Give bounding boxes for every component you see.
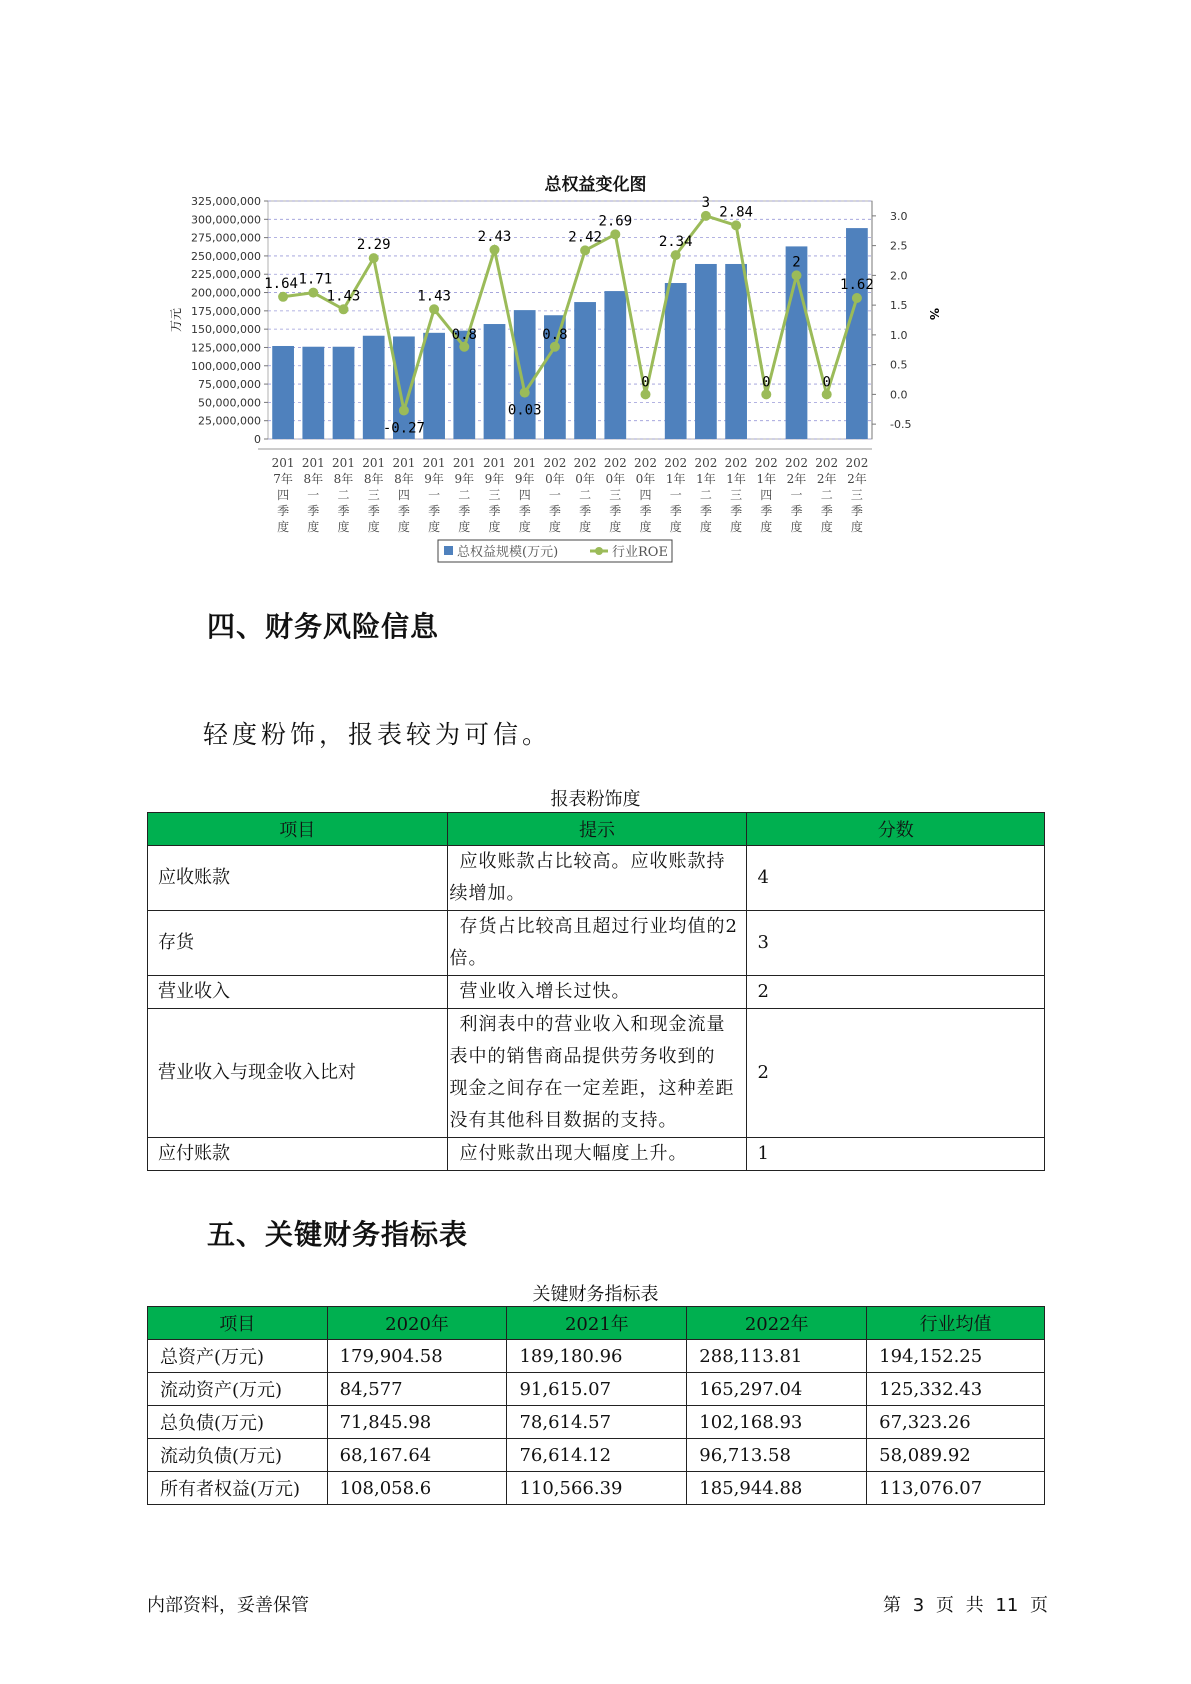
- table2-header-1: 2020年: [327, 1307, 507, 1340]
- key-indicators-table: [147, 1306, 1045, 1505]
- table2-header-4: 行业均值: [867, 1307, 1045, 1340]
- x-tick-label: 202 0年三季度: [603, 456, 627, 534]
- roe-point: [852, 293, 862, 303]
- legend-line-label: 行业ROE: [612, 545, 668, 560]
- roe-point: [761, 389, 771, 399]
- bar: [333, 347, 355, 439]
- value-cell: 165,297.04: [687, 1373, 867, 1406]
- x-tick-label: 202 0年四季度: [634, 456, 657, 534]
- item-cell: 存货: [148, 911, 448, 976]
- roe-data-label: 0: [641, 374, 650, 391]
- value-cell: 185,944.88: [687, 1472, 867, 1505]
- roe-point: [580, 245, 590, 255]
- bar: [484, 324, 506, 439]
- section-4-title: 四、财务风险信息: [207, 610, 440, 643]
- x-tick-label: 202 2年二季度: [815, 456, 839, 534]
- score-cell: 2: [747, 976, 1045, 1009]
- roe-point: [308, 288, 318, 298]
- score-cell: 3: [747, 911, 1045, 976]
- indicator-name-cell: 流动负债(万元): [148, 1439, 328, 1472]
- table2-header-2: 2021年: [507, 1307, 687, 1340]
- y-tick-label: 25,000,000: [198, 414, 261, 428]
- roe-data-label: 0.8: [542, 326, 568, 343]
- x-tick-label: 202 1年一季度: [664, 456, 688, 534]
- table-row: [148, 976, 1045, 1009]
- x-tick-label: 202 2年三季度: [845, 456, 869, 534]
- hint-line: 利润表中的营业收入和现金流量: [459, 1014, 726, 1035]
- roe-data-label: 2: [792, 254, 801, 271]
- value-cell: 194,152.25: [867, 1340, 1045, 1373]
- roe-point: [641, 389, 651, 399]
- hint-line: 应付账款出现大幅度上升。: [459, 1143, 688, 1164]
- table-row: [148, 911, 1045, 976]
- hint-line: 倍。: [449, 948, 488, 969]
- roe-point: [731, 220, 741, 230]
- x-tick-label: 202 0年二季度: [573, 456, 597, 534]
- roe-point: [399, 405, 409, 415]
- value-cell: 71,845.98: [327, 1406, 507, 1439]
- value-cell: 113,076.07: [867, 1472, 1045, 1505]
- table2-header-0: 项目: [148, 1307, 328, 1340]
- bar: [363, 336, 385, 439]
- x-tick-label: 201 9年二季度: [452, 456, 476, 534]
- hint-cell: [447, 911, 747, 976]
- bar: [423, 333, 445, 439]
- bar: [846, 228, 868, 439]
- table-row: [148, 1340, 1045, 1373]
- whitewash-table: [147, 812, 1045, 1171]
- roe-data-label: 2.69: [598, 213, 633, 230]
- y2-tick-label: -0.5: [890, 418, 912, 432]
- table-row: [148, 846, 1045, 911]
- y2-tick-label: 2.0: [890, 269, 908, 283]
- roe-data-label: 0: [762, 374, 771, 391]
- value-cell: 91,615.07: [507, 1373, 687, 1406]
- hint-line: 存货占比较高且超过行业均值的2: [459, 916, 738, 937]
- value-cell: 125,332.43: [867, 1373, 1045, 1406]
- table2-caption: 关键财务指标表: [532, 1284, 659, 1305]
- y2-tick-label: 3.0: [890, 209, 908, 223]
- legend-bar-swatch: [444, 546, 453, 555]
- value-cell: 108,058.6: [327, 1472, 507, 1505]
- roe-data-label: -0.27: [382, 420, 425, 437]
- roe-point: [792, 270, 802, 280]
- roe-point: [610, 229, 620, 239]
- bar: [604, 291, 626, 439]
- footer-page-number: 第 3 页 共 11 页: [883, 1595, 1048, 1616]
- item-cell: 营业收入: [148, 976, 448, 1009]
- roe-data-label: 2.29: [356, 237, 391, 254]
- value-cell: 189,180.96: [507, 1340, 687, 1373]
- section-5-title: 五、关键财务指标表: [207, 1218, 469, 1251]
- table-row: [148, 1472, 1045, 1505]
- hint-cell: [447, 1138, 747, 1171]
- table-row: [148, 1373, 1045, 1406]
- roe-point: [459, 342, 469, 352]
- x-tick-label: 201 9年三季度: [483, 456, 506, 534]
- table1-header-2: 分数: [747, 813, 1045, 846]
- item-cell: 营业收入与现金收入比对: [148, 1009, 448, 1138]
- table-row: [148, 1138, 1045, 1171]
- y-tick-label: 100,000,000: [191, 359, 261, 373]
- roe-point: [429, 304, 439, 314]
- roe-data-label: 1.64: [264, 275, 298, 292]
- legend-bar-label: 总权益规模(万元): [457, 545, 559, 560]
- equity-chart: [160, 195, 1040, 625]
- table1-header-1: 提示: [447, 813, 747, 846]
- roe-data-label: 3: [701, 195, 711, 211]
- x-tick-label: 201 8年三季度: [362, 456, 386, 534]
- roe-data-label: 0.03: [507, 402, 542, 419]
- x-tick-label: 201 7年四季度: [271, 456, 295, 534]
- y-tick-label: 150,000,000: [191, 323, 261, 337]
- score-cell: 2: [747, 1009, 1045, 1138]
- roe-data-label: 1.71: [298, 271, 333, 288]
- hint-line: 应收账款占比较高。应收账款持: [459, 851, 726, 872]
- y-tick-label: 50,000,000: [198, 396, 261, 410]
- roe-data-label: 2.34: [658, 234, 693, 251]
- roe-point: [369, 253, 379, 263]
- y2-tick-label: 1.5: [890, 299, 908, 313]
- hint-line: 现金之间存在一定差距，这种差距: [449, 1078, 735, 1099]
- roe-point: [339, 304, 349, 314]
- y2-axis-label: %: [927, 307, 941, 321]
- section-4-text: 轻度粉饰，报表较为可信。: [203, 720, 552, 749]
- y2-tick-label: 2.5: [890, 239, 908, 253]
- hint-cell: [447, 976, 747, 1009]
- roe-point: [550, 342, 560, 352]
- y2-tick-label: 0.5: [890, 358, 908, 372]
- value-cell: 179,904.58: [327, 1340, 507, 1373]
- table-row: [148, 1439, 1045, 1472]
- y-tick-label: 175,000,000: [191, 304, 261, 318]
- bar: [514, 310, 536, 439]
- roe-point: [701, 211, 711, 221]
- x-tick-label: 201 9年一季度: [422, 456, 446, 534]
- table1-header-0: 项目: [148, 813, 448, 846]
- table2-header-3: 2022年: [687, 1307, 867, 1340]
- roe-data-label: 2.84: [719, 204, 753, 221]
- value-cell: 58,089.92: [867, 1439, 1045, 1472]
- roe-data-label: 2.42: [568, 229, 602, 246]
- hint-line: 营业收入增长过快。: [459, 981, 631, 1002]
- footer-confidential: 内部资料，妥善保管: [147, 1595, 309, 1616]
- y2-tick-label: 1.0: [890, 328, 908, 342]
- roe-point: [671, 250, 681, 260]
- table-row: [148, 1406, 1045, 1439]
- y-tick-label: 0: [254, 433, 261, 446]
- y-tick-label: 250,000,000: [191, 249, 261, 263]
- score-cell: 1: [747, 1138, 1045, 1171]
- roe-point: [278, 292, 288, 302]
- value-cell: 84,577: [327, 1373, 507, 1406]
- x-tick-label: 202 2年一季度: [785, 456, 808, 534]
- chart-title: 总权益变化图: [544, 175, 647, 195]
- indicator-name-cell: 总资产(万元): [148, 1340, 328, 1373]
- y-tick-label: 225,000,000: [191, 268, 261, 282]
- roe-data-label: 2.43: [477, 228, 512, 245]
- hint-line: 没有其他科目数据的支持。: [449, 1110, 678, 1131]
- roe-data-label: 1.62: [840, 276, 874, 293]
- y-tick-label: 75,000,000: [198, 378, 261, 392]
- roe-data-label: 0.8: [451, 326, 477, 343]
- x-tick-label: 202 1年四季度: [754, 456, 778, 534]
- bar: [302, 347, 324, 439]
- indicator-name-cell: 所有者权益(万元): [148, 1472, 328, 1505]
- roe-point: [822, 389, 832, 399]
- y2-tick-label: 0.0: [890, 388, 908, 402]
- value-cell: 288,113.81: [687, 1340, 867, 1373]
- score-cell: 4: [747, 846, 1045, 911]
- hint-line: 表中的销售商品提供劳务收到的: [449, 1046, 716, 1067]
- value-cell: 68,167.64: [327, 1439, 507, 1472]
- y-tick-label: 300,000,000: [191, 213, 261, 227]
- x-tick-label: 201 8年一季度: [301, 456, 325, 534]
- y-tick-label: 275,000,000: [191, 231, 261, 245]
- roe-data-label: 1.43: [326, 288, 361, 305]
- y-tick-label: 200,000,000: [191, 286, 261, 300]
- indicator-name-cell: 总负债(万元): [148, 1406, 328, 1439]
- y-tick-label: 125,000,000: [191, 341, 261, 355]
- x-tick-label: 202 1年二季度: [694, 456, 718, 534]
- legend-line-marker: [595, 547, 603, 555]
- hint-cell: [447, 1009, 747, 1138]
- roe-point: [520, 388, 530, 398]
- bar: [725, 264, 747, 439]
- hint-cell: [447, 846, 747, 911]
- value-cell: 76,614.12: [507, 1439, 687, 1472]
- bar: [695, 264, 717, 439]
- value-cell: 102,168.93: [687, 1406, 867, 1439]
- bar: [665, 283, 687, 439]
- bar: [574, 302, 596, 439]
- x-tick-label: 201 9年四季度: [513, 456, 537, 534]
- bar: [272, 346, 294, 439]
- table1-caption: 报表粉饰度: [550, 789, 641, 810]
- roe-data-label: 0: [822, 374, 831, 391]
- value-cell: 67,323.26: [867, 1406, 1045, 1439]
- roe-data-label: 1.43: [417, 288, 451, 305]
- x-tick-label: 202 0年一季度: [543, 456, 567, 534]
- x-tick-label: 201 8年二季度: [332, 456, 355, 534]
- roe-point: [490, 245, 500, 255]
- table-row: [148, 1009, 1045, 1138]
- x-tick-label: 202 1年三季度: [724, 456, 748, 534]
- value-cell: 96,713.58: [687, 1439, 867, 1472]
- item-cell: 应收账款: [148, 846, 448, 911]
- indicator-name-cell: 流动资产(万元): [148, 1373, 328, 1406]
- x-tick-label: 201 8年四季度: [392, 456, 416, 534]
- value-cell: 78,614.57: [507, 1406, 687, 1439]
- hint-line: 续增加。: [449, 883, 526, 904]
- y-axis-label: 万元: [169, 307, 183, 333]
- y-tick-label: 325,000,000: [191, 195, 261, 208]
- item-cell: 应付账款: [148, 1138, 448, 1171]
- value-cell: 110,566.39: [507, 1472, 687, 1505]
